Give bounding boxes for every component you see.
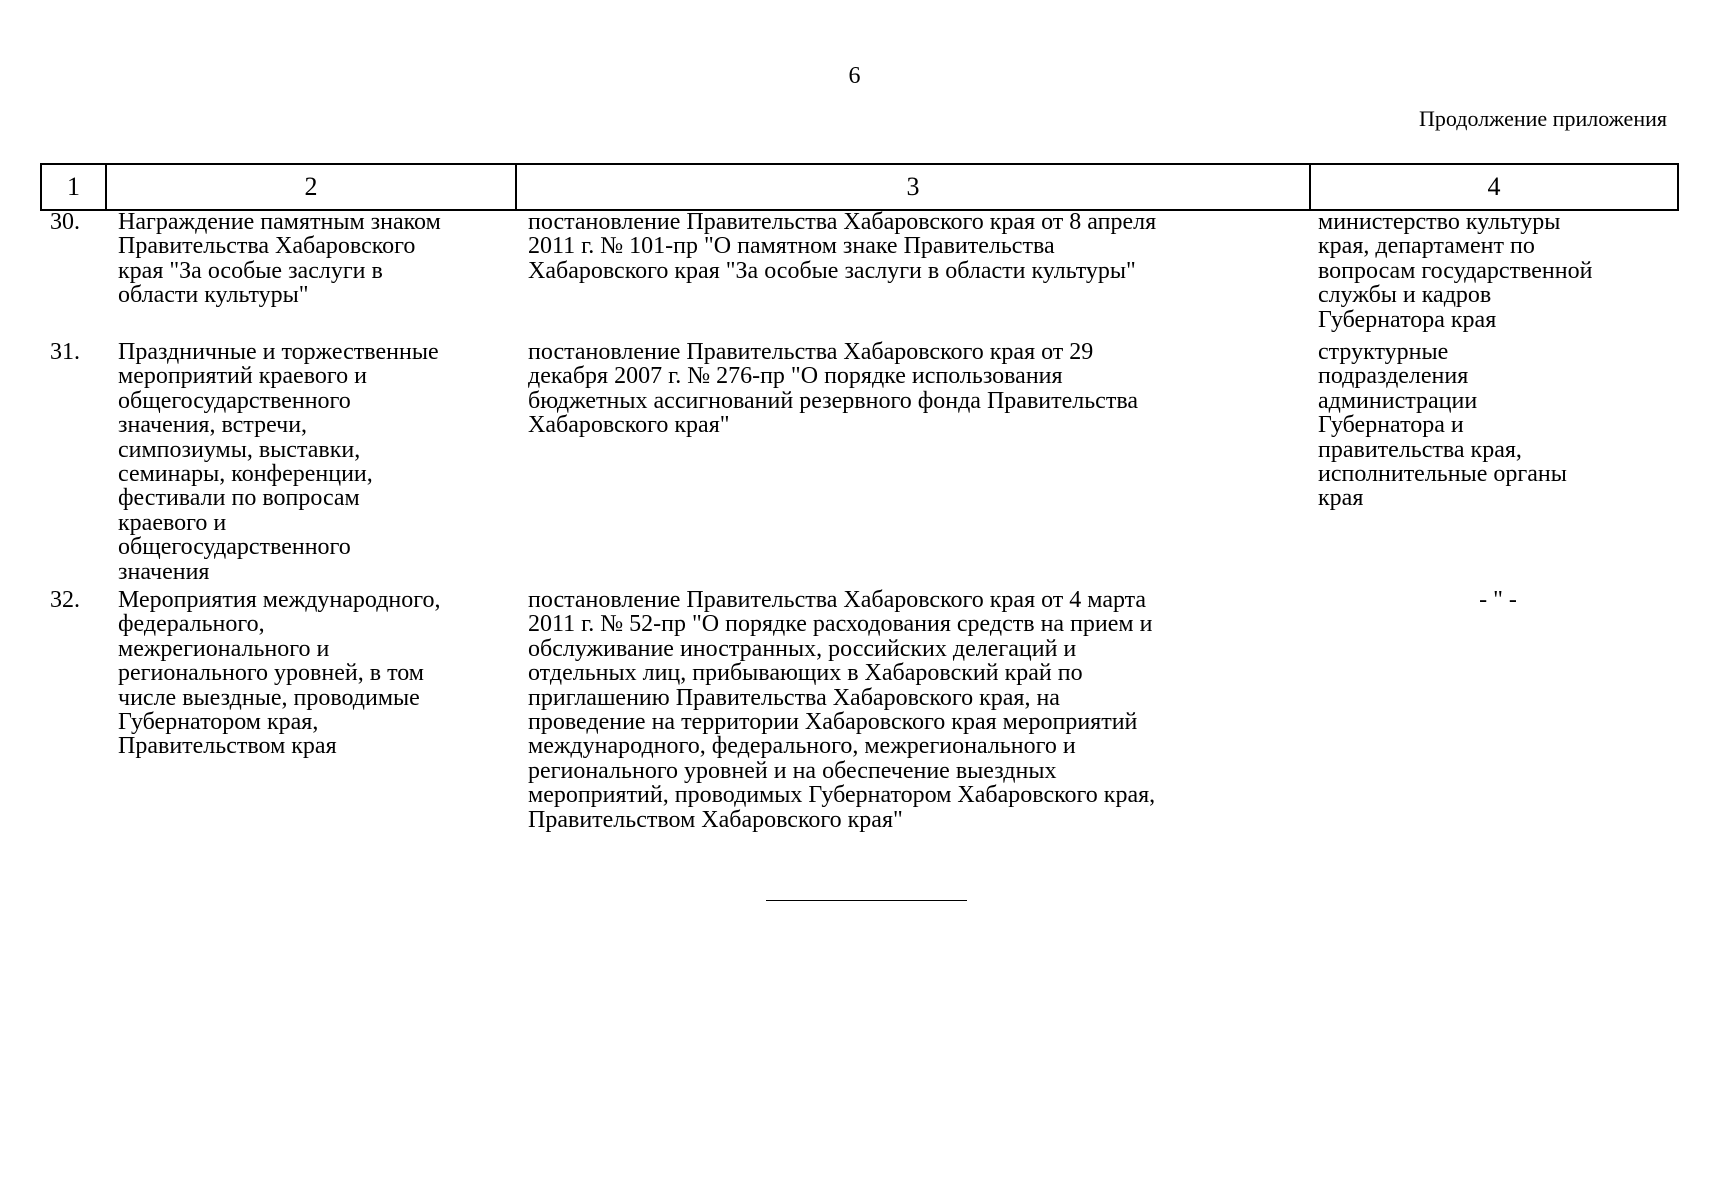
responsible-executor: структурные подразделения администрации Губернатора и правительства края, исполнительные органы края <box>1318 339 1567 512</box>
end-rule-divider <box>766 900 967 901</box>
row-number: 30. <box>50 209 80 235</box>
responsible-executor: - " - <box>1479 587 1517 613</box>
event-name: Праздничные и торжественные мероприятий краевого и общегосударственного значения, встречи, симпозиумы, выставки, семинары, конференции, фестивали по вопросам краевого и общегосударственного значения <box>118 339 439 585</box>
legal-basis: постановление Правительства Хабаровского края от 8 апреля 2011 г. № 101-пр "О памятном знаке Правительства Хабаровского края "За особые заслуги в области культуры" <box>528 209 1157 284</box>
legal-basis: постановление Правительства Хабаровского края от 4 марта 2011 г. № 52-пр "О порядке расходования средств на прием и обслуживание иностранных, российских делегаций и отдельных лиц, прибывающих в Хабаровский край по приглашению Правительства Хабаровского края, на проведение на территории Хабаровского края мероприятий международного, федерального, межрегионального и регионального уровней и на обеспечение выездных мероприятий, проводимых Губернатором Хабаровского края, Правительством Хабаровского края" <box>528 587 1156 833</box>
row-number: 31. <box>50 339 80 365</box>
column-header-2: 2 <box>106 164 516 210</box>
legal-basis: постановление Правительства Хабаровского края от 29 декабря 2007 г. № 276-пр "О порядке использования бюджетных ассигнований резервного фонда Правительства Хабаровского края" <box>528 339 1138 439</box>
column-header-3: 3 <box>516 164 1310 210</box>
column-number-header <box>40 163 1679 211</box>
event-name: Награждение памятным знаком Правительства Хабаровского края "За особые заслуги в области культуры" <box>118 209 441 309</box>
column-header-1: 1 <box>41 164 106 210</box>
continuation-label: Продолжение приложения <box>1419 106 1667 131</box>
responsible-executor: министерство культуры края, департамент по вопросам государственной службы и кадров Губернатора края <box>1318 209 1593 333</box>
column-header-4: 4 <box>1310 164 1678 210</box>
page-number: 6 <box>848 63 861 89</box>
event-name: Мероприятия международного, федерального, межрегионального и регионального уровней, в том числе выездные, проводимые Губернатором края, Правительством края <box>118 587 441 760</box>
row-number: 32. <box>50 587 80 613</box>
